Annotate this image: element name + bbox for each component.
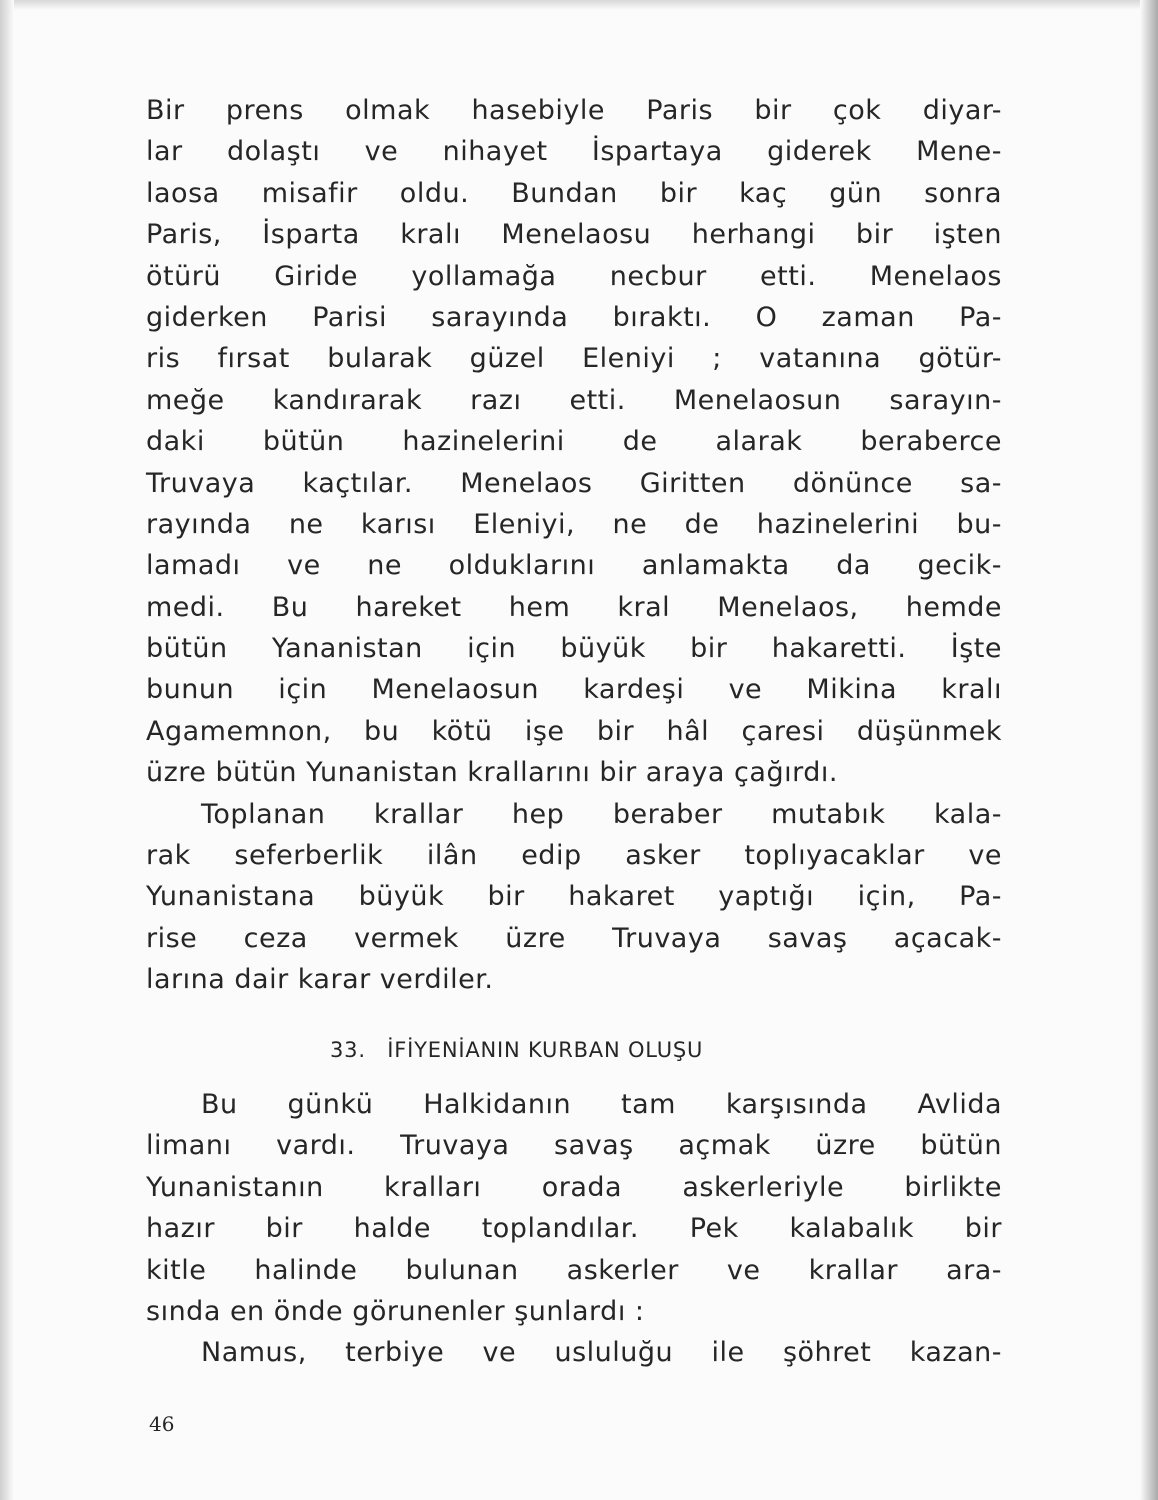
text-line: meğe kandırarak razı etti. Menelaosun sarayın-: [146, 384, 1002, 416]
text-line: Toplanan krallar hep beraber mutabık kala-: [201, 798, 1002, 830]
text-line: bunun için Menelaosun kardeşi ve Mikina kralı: [146, 674, 1002, 706]
text-line: Agamemnon, bu kötü işe bir hâl çaresi düşünmek: [146, 715, 1002, 747]
text-line: Bir prens olmak hasebiyle Paris bir çok diyar-: [146, 95, 1002, 126]
text-line: Yunanistana büyük bir hakaret yaptığı için, Pa-: [146, 881, 1002, 913]
text-line: hazır bir halde toplandılar. Pek kalabalık bir: [146, 1213, 1002, 1245]
section-text: [146, 1084, 1002, 1374]
page-top-shadow: [0, 0, 1158, 10]
text-line: rayında ne karısı Eleniyi, ne de hazinelerini bu-: [146, 508, 1002, 540]
section-number: 33.: [330, 1038, 366, 1062]
text-line: ötürü Giride yollamağa necbur etti. Menelaos: [146, 260, 1002, 292]
text-line: daki bütün hazinelerini de alarak beraberce: [146, 426, 1002, 458]
text-line: medi. Bu hareket hem kral Menelaos, hemde: [146, 591, 1002, 623]
text-line: lar dolaştı ve nihayet İspartaya giderek Mene-: [146, 136, 1002, 168]
paragraph-3: [146, 1084, 1002, 1332]
text-line: limanı vardı. Truvaya savaş açmak üzre bütün: [146, 1130, 1002, 1162]
text-line: rise ceza vermek üzre Truvaya savaş açacak-: [146, 922, 1002, 954]
text-line: bütün Yananistan için büyük bir hakaretti. İşte: [146, 633, 1002, 665]
main-text: [146, 90, 1002, 1001]
text-line: rak seferberlik ilân edip asker toplıyacaklar ve: [146, 840, 1002, 872]
page-left-shadow: [0, 0, 14, 1500]
text-line: laosa misafir oldu. Bundan bir kaç gün sonra: [146, 177, 1002, 209]
text-line: üzre bütün Yunanistan krallarını bir araya çağırdı.: [146, 757, 838, 789]
text-line: Bu günkü Halkidanın tam karşısında Avlida: [201, 1089, 1002, 1120]
text-line: larına dair karar verdiler.: [146, 964, 494, 996]
text-line: Paris, İsparta kralı Menelaosu herhangi bir işten: [146, 219, 1002, 251]
paragraph-4: [146, 1332, 1002, 1373]
text-line: sında en önde görunenler şunlardı :: [146, 1295, 645, 1327]
text-line: Yunanistanın kralları orada askerleriyle birlikte: [146, 1171, 1002, 1203]
text-line: Namus, terbiye ve usluluğu ile şöhret kazan-: [201, 1337, 1002, 1369]
page-right-shadow: [1140, 0, 1158, 1500]
text-line: giderken Parisi sarayında bıraktı. O zaman Pa-: [146, 301, 1002, 333]
text-line: ris fırsat bularak güzel Eleniyi ; vatanına götür-: [146, 343, 1002, 375]
paragraph-2: [146, 794, 1002, 1001]
text-line: lamadı ve ne olduklarını anlamakta da gecik-: [146, 550, 1002, 582]
text-line: kitle halinde bulunan askerler ve krallar ara-: [146, 1254, 1002, 1286]
page-number: 46: [149, 1412, 175, 1436]
text-line: Truvaya kaçtılar. Menelaos Giritten dönünce sa-: [146, 467, 1002, 499]
section-heading: [330, 1028, 850, 1072]
section-title: İFİYENİANIN KURBAN OLUŞU: [387, 1038, 704, 1062]
paragraph-1: [146, 90, 1002, 794]
